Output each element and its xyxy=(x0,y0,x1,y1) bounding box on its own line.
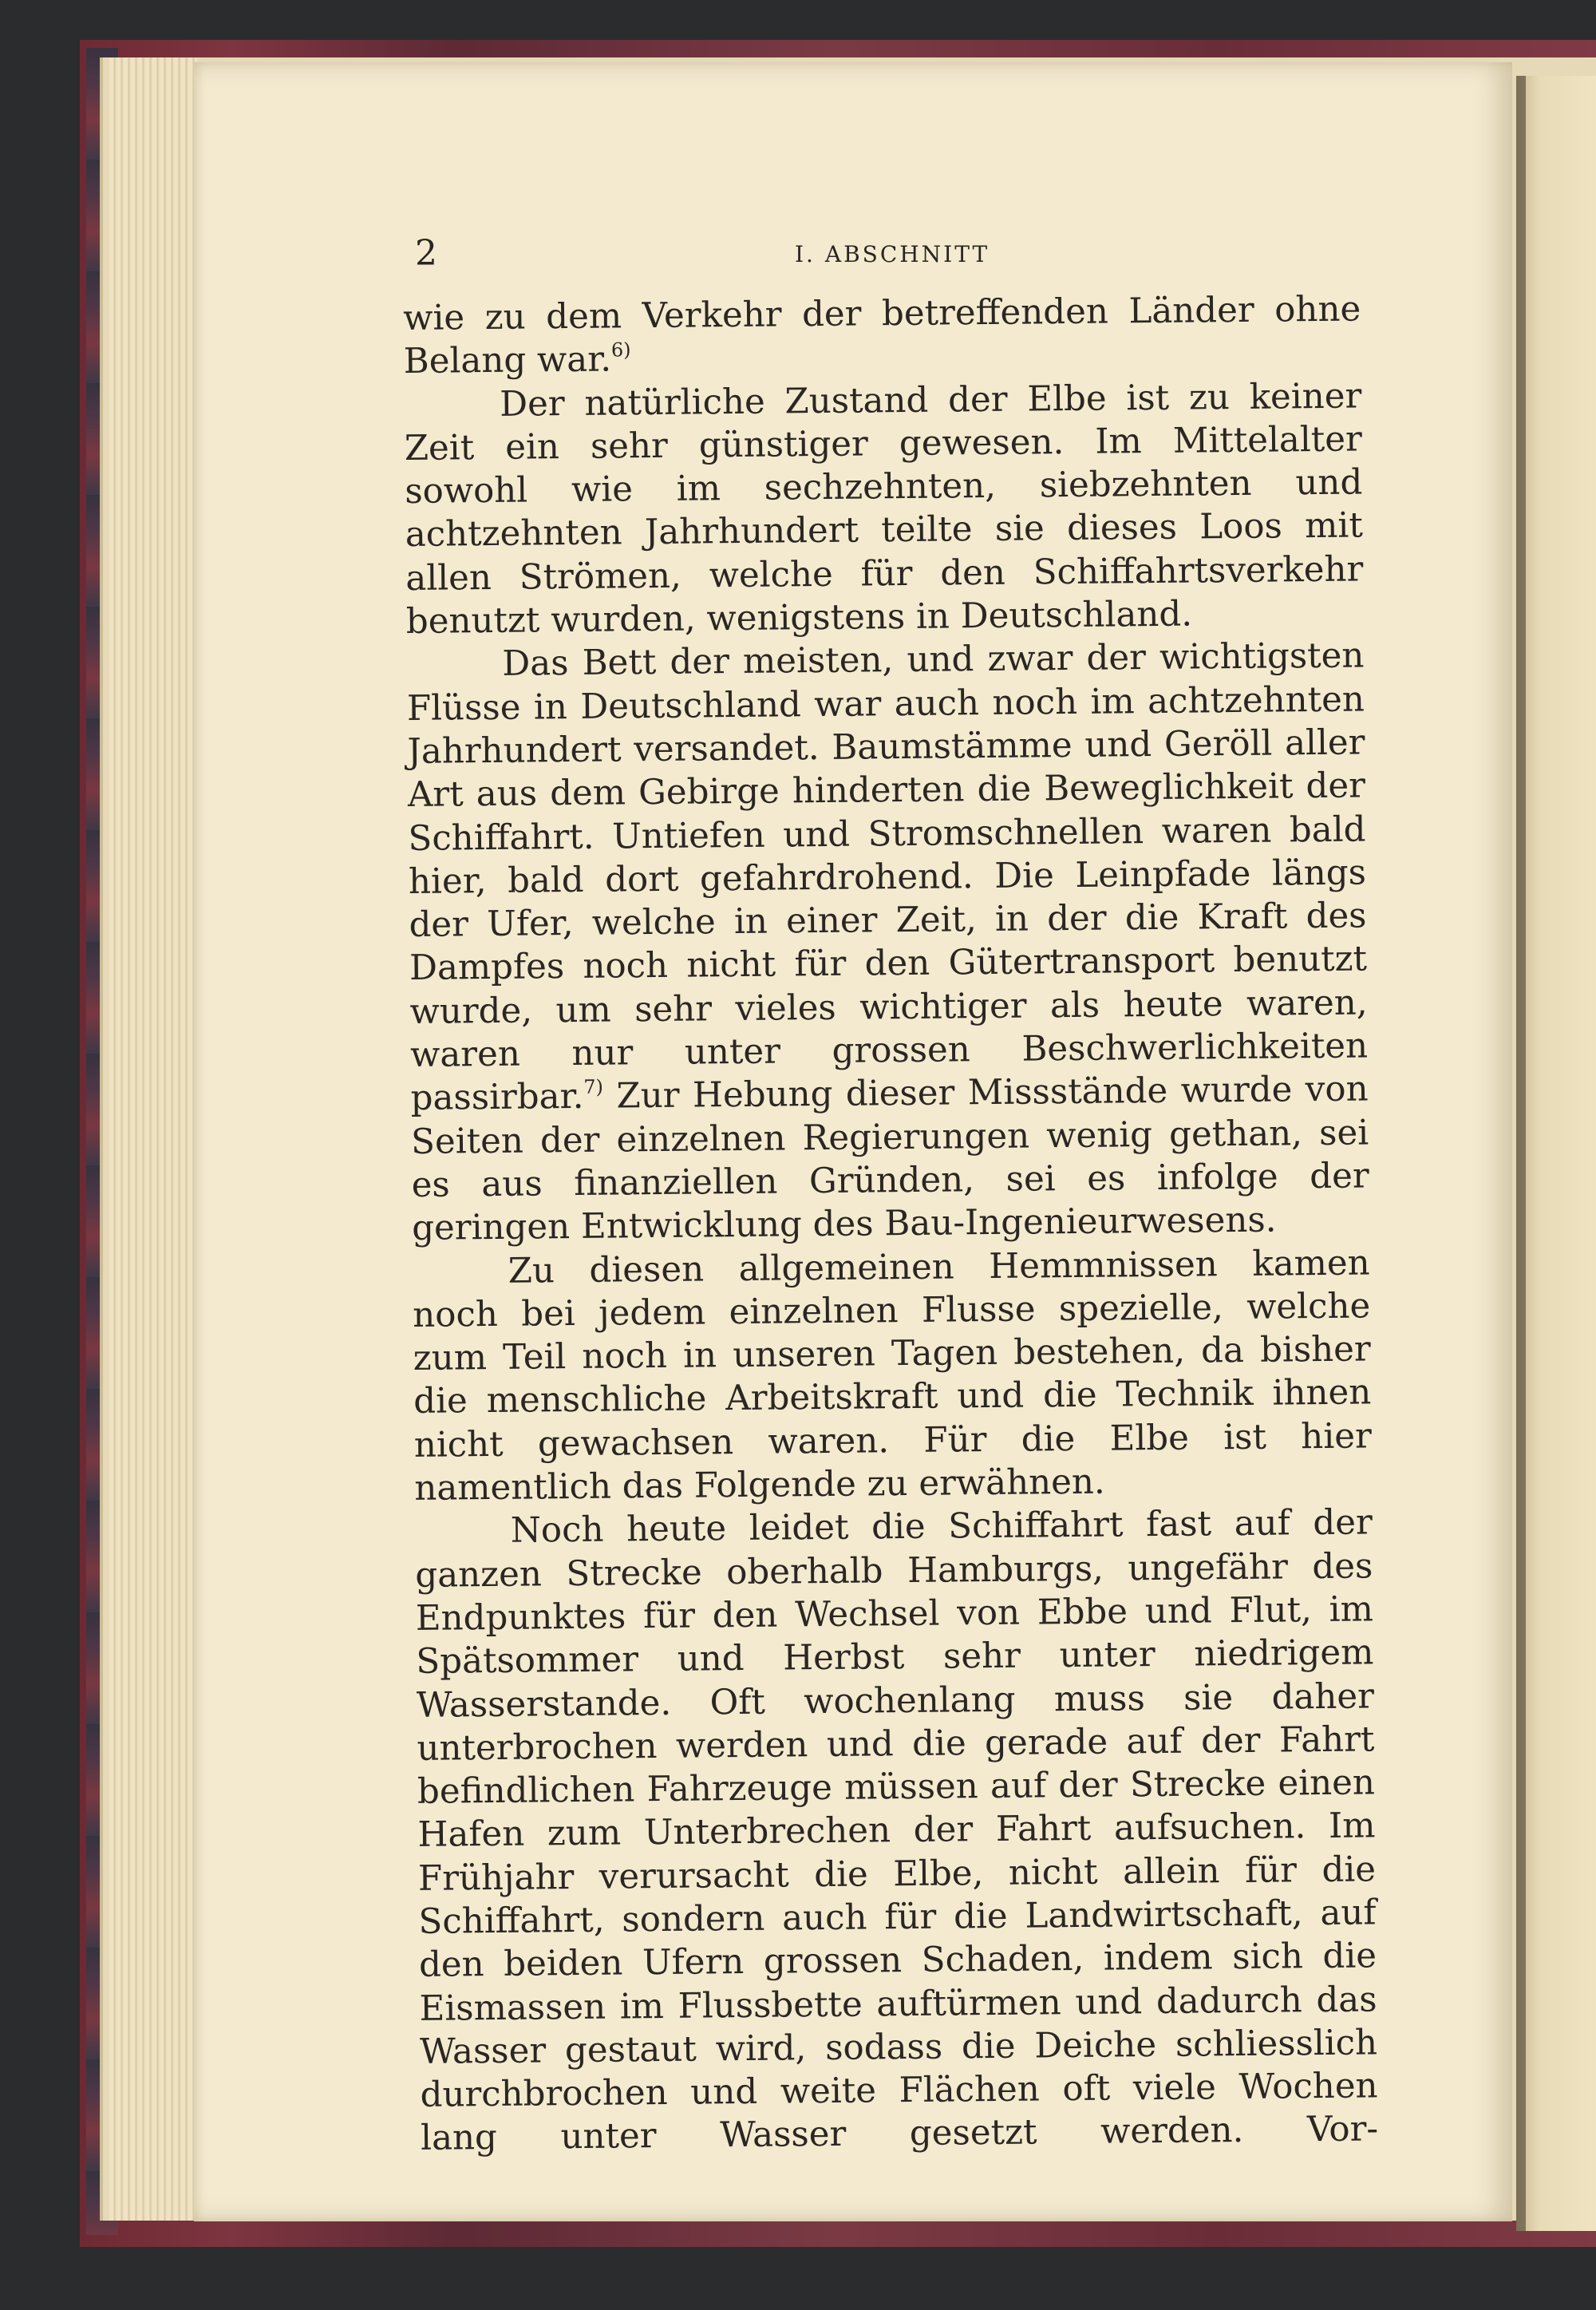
paragraph-1-text: wie zu dem Verkehr der betreffenden Länder ohne Belang war. xyxy=(403,289,1361,382)
paragraph-2: Der natürliche Zustand der Elbe ist zu keiner Zeit ein sehr günstiger gewesen. Im Mittelalter sowohl wie im sechzehnten, siebzehnten und achtzehnten Jahrhundert teilte sie dieses Loos mit allen Strömen, welche für den Schiffahrtsverkehr benutzt wurden, wenigstens in Deutschland. xyxy=(404,376,1364,643)
page-header xyxy=(415,233,1357,273)
paragraph-1 xyxy=(403,287,1361,383)
footnote-ref-7: 7) xyxy=(583,1075,604,1099)
page-number: 2 xyxy=(415,233,437,274)
body-text xyxy=(403,287,1378,2160)
footnote-ref-6: 6) xyxy=(610,338,631,362)
paragraph-3 xyxy=(406,635,1369,1251)
paragraph-5: Noch heute leidet die Schiffahrt fast auf der ganzen Strecke oberhalb Hamburgs, ungefähr des Endpunktes für den Wechsel von Ebbe und Flut, im Spätsommer und Herbst sehr unter niedrigem Wasserstande. Oft wochenlang muss sie daher unterbrochen werden und die gerade auf der Fahrt befindlichen Fahrzeuge müssen auf der Strecke einen Hafen zum Unterbrechen der Fahrt aufsuchen. Im Frühjahr verursacht die Elbe, nicht allein für die Schiffahrt, sondern auch für die Landwirtschaft, auf den beiden Ufern grossen Schaden, indem sich die Eismassen im Flussbette auftürmen und dadurch das Wasser gestaut wird, sodass die Deiche schliesslich durchbrochen und weite Flächen oft viele Wochen lang unter Wasser gesetzt werden. Vor- xyxy=(415,1502,1379,2159)
facing-page-edge xyxy=(1516,76,1596,2231)
paragraph-3-text-before: Das Bett der meisten, und zwar der wichtigsten Flüsse in Deutschland war auch noch im achtzehnten Jahrhundert versandet. Baumstämme und Geröll aller Art aus dem Gebirge hinderten die Beweglichkeit der Schiffahrt. Untiefen und Stromschnellen waren bald hier, bald dort gefahrdrohend. Die Leinpfade längs der Ufer, welche in einer Zeit, in der die Kraft des Dampfes noch nicht für den Gütertransport benutzt wurde, um sehr vieles wichtiger als heute waren, waren nur unter grossen Beschwerlichkeiten passirbar. xyxy=(406,635,1369,1119)
running-head: I. ABSCHNITT xyxy=(795,241,990,267)
paragraph-3-text-after: Zur Hebung dieser Missstände wurde von Seiten der einzelnen Regierungen wenig gethan, sei es aus finanziellen Gründen, sei es infolge der geringen Entwicklung des Bau-Ingenieurwesens. xyxy=(410,1069,1369,1249)
paragraph-4: Zu diesen allgemeinen Hemmnissen kamen noch bei jedem einzelnen Flusse spezielle, welche zum Teil noch in unseren Tagen bestehen, da bisher die menschliche Arbeitskraft und die Technik ihnen nicht gewachsen waren. Für die Elbe ist hier namentlich das Folgende zu erwähnen. xyxy=(413,1242,1372,1509)
